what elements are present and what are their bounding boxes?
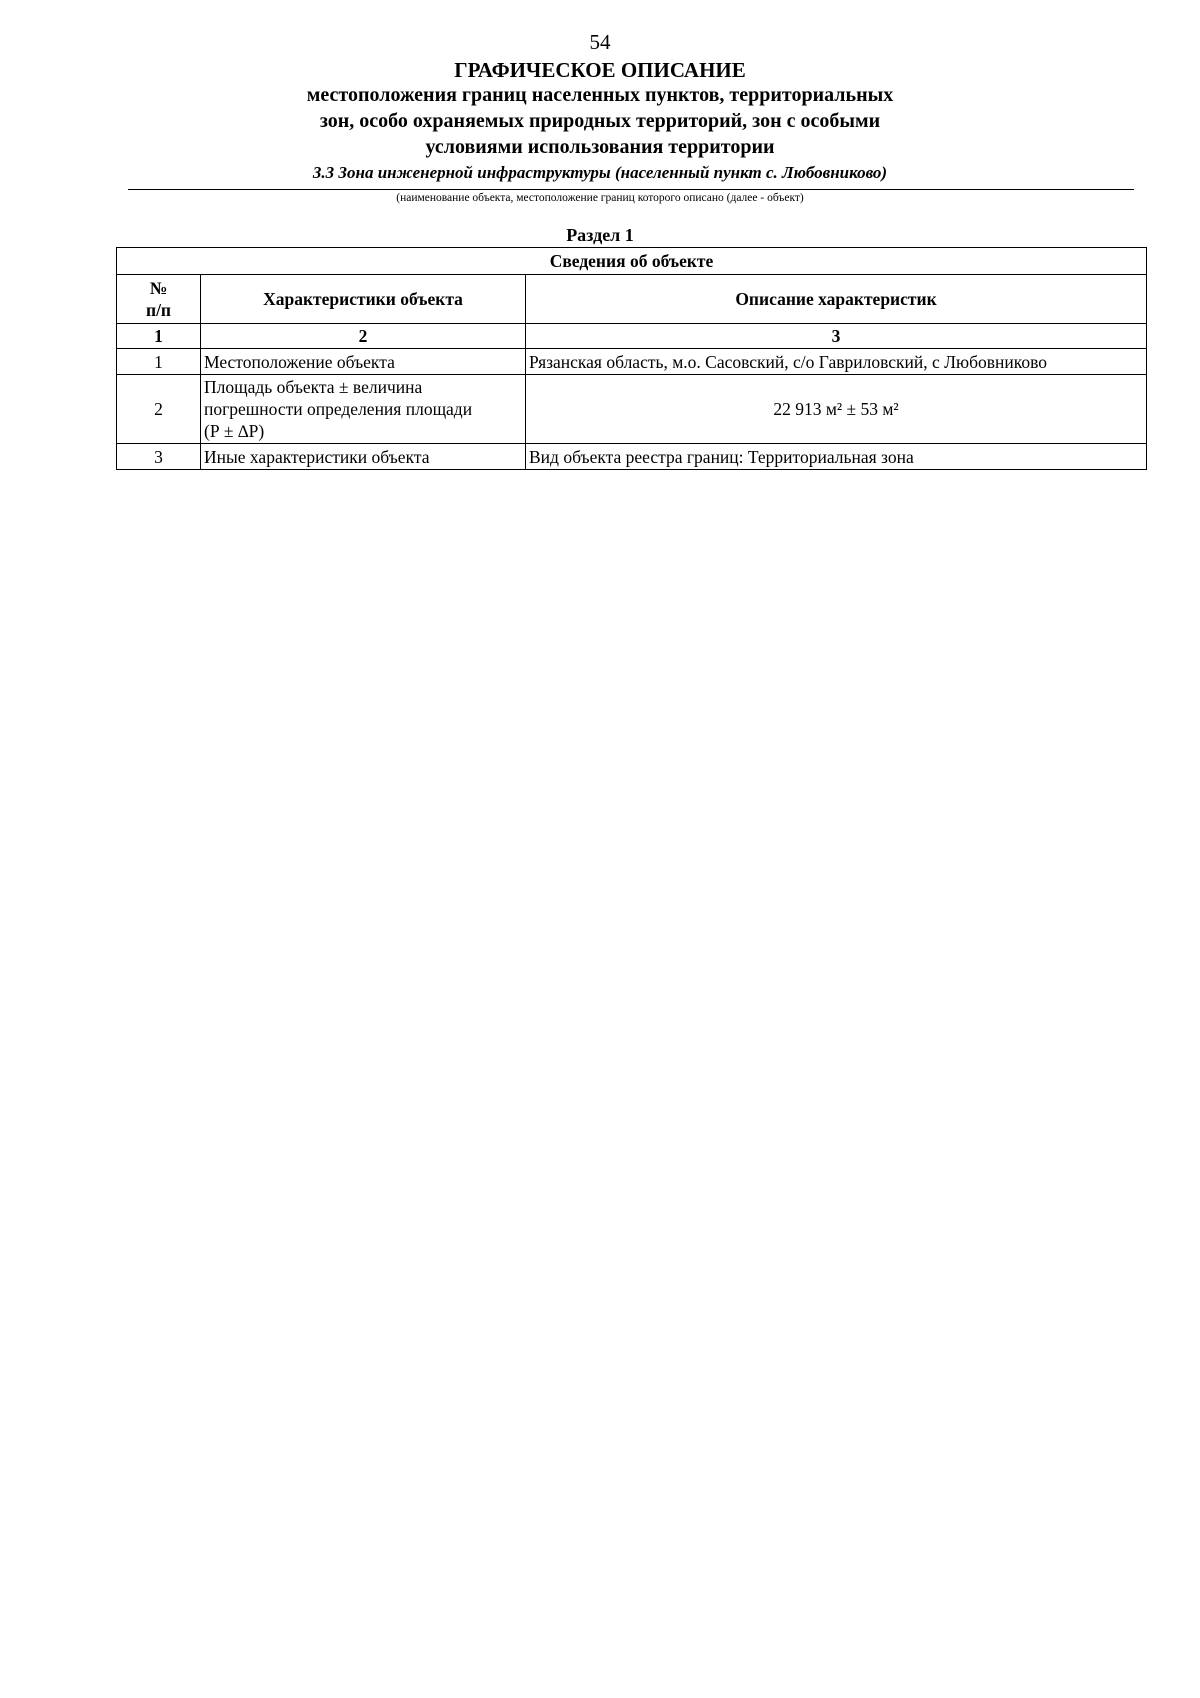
table-caption-row (117, 248, 1147, 275)
document-subtitle-line: зон, особо охраняемых природных территорий, зон с особыми (319, 110, 881, 132)
document-subtitle-line: местоположения границ населенных пунктов, территориальных (306, 84, 894, 106)
column-header-number (117, 275, 201, 324)
table-row (117, 444, 1147, 470)
row-number: 1 (117, 349, 201, 375)
row-characteristic (201, 375, 526, 444)
row-description: Вид объекта реестра границ: Территориальная зона (526, 444, 1147, 470)
column-header-number-line: № (149, 278, 168, 298)
row-characteristic-line: погрешности определения площади (204, 399, 473, 419)
row-description: 22 913 м² ± 53 м² (526, 375, 1147, 444)
row-characteristic-line: Площадь объекта ± величина (204, 377, 423, 397)
page-number: 54 (589, 30, 611, 54)
object-name-underline (128, 189, 1134, 190)
table-header-row (117, 275, 1147, 324)
row-number: 3 (117, 444, 201, 470)
object-caption: (наименование объекта, местоположение границ которого описано (далее - объект) (396, 192, 804, 204)
column-number: 3 (526, 324, 1147, 349)
section-title: Раздел 1 (566, 225, 634, 245)
document-title: ГРАФИЧЕСКОЕ ОПИСАНИЕ (454, 58, 746, 82)
object-info-table (116, 247, 1147, 470)
document-subtitle-line: условиями использования территории (425, 136, 775, 158)
object-name: 3.3 Зона инженерной инфраструктуры (населенный пункт с. Любовниково) (312, 163, 888, 182)
column-number: 2 (201, 324, 526, 349)
table-caption: Сведения об объекте (117, 248, 1147, 275)
column-header-description: Описание характеристик (526, 275, 1147, 324)
row-number: 2 (117, 375, 201, 444)
column-numbers-row (117, 324, 1147, 349)
table-row (117, 349, 1147, 375)
row-characteristic: Иные характеристики объекта (201, 444, 526, 470)
column-header-number-line: п/п (145, 300, 172, 320)
table-row (117, 375, 1147, 444)
column-header-characteristic: Характеристики объекта (201, 275, 526, 324)
row-characteristic: Местоположение объекта (201, 349, 526, 375)
column-number: 1 (117, 324, 201, 349)
row-characteristic-line: (Р ± ∆Р) (204, 421, 265, 441)
row-description: Рязанская область, м.о. Сасовский, с/о Гавриловский, с Любовниково (526, 349, 1147, 375)
